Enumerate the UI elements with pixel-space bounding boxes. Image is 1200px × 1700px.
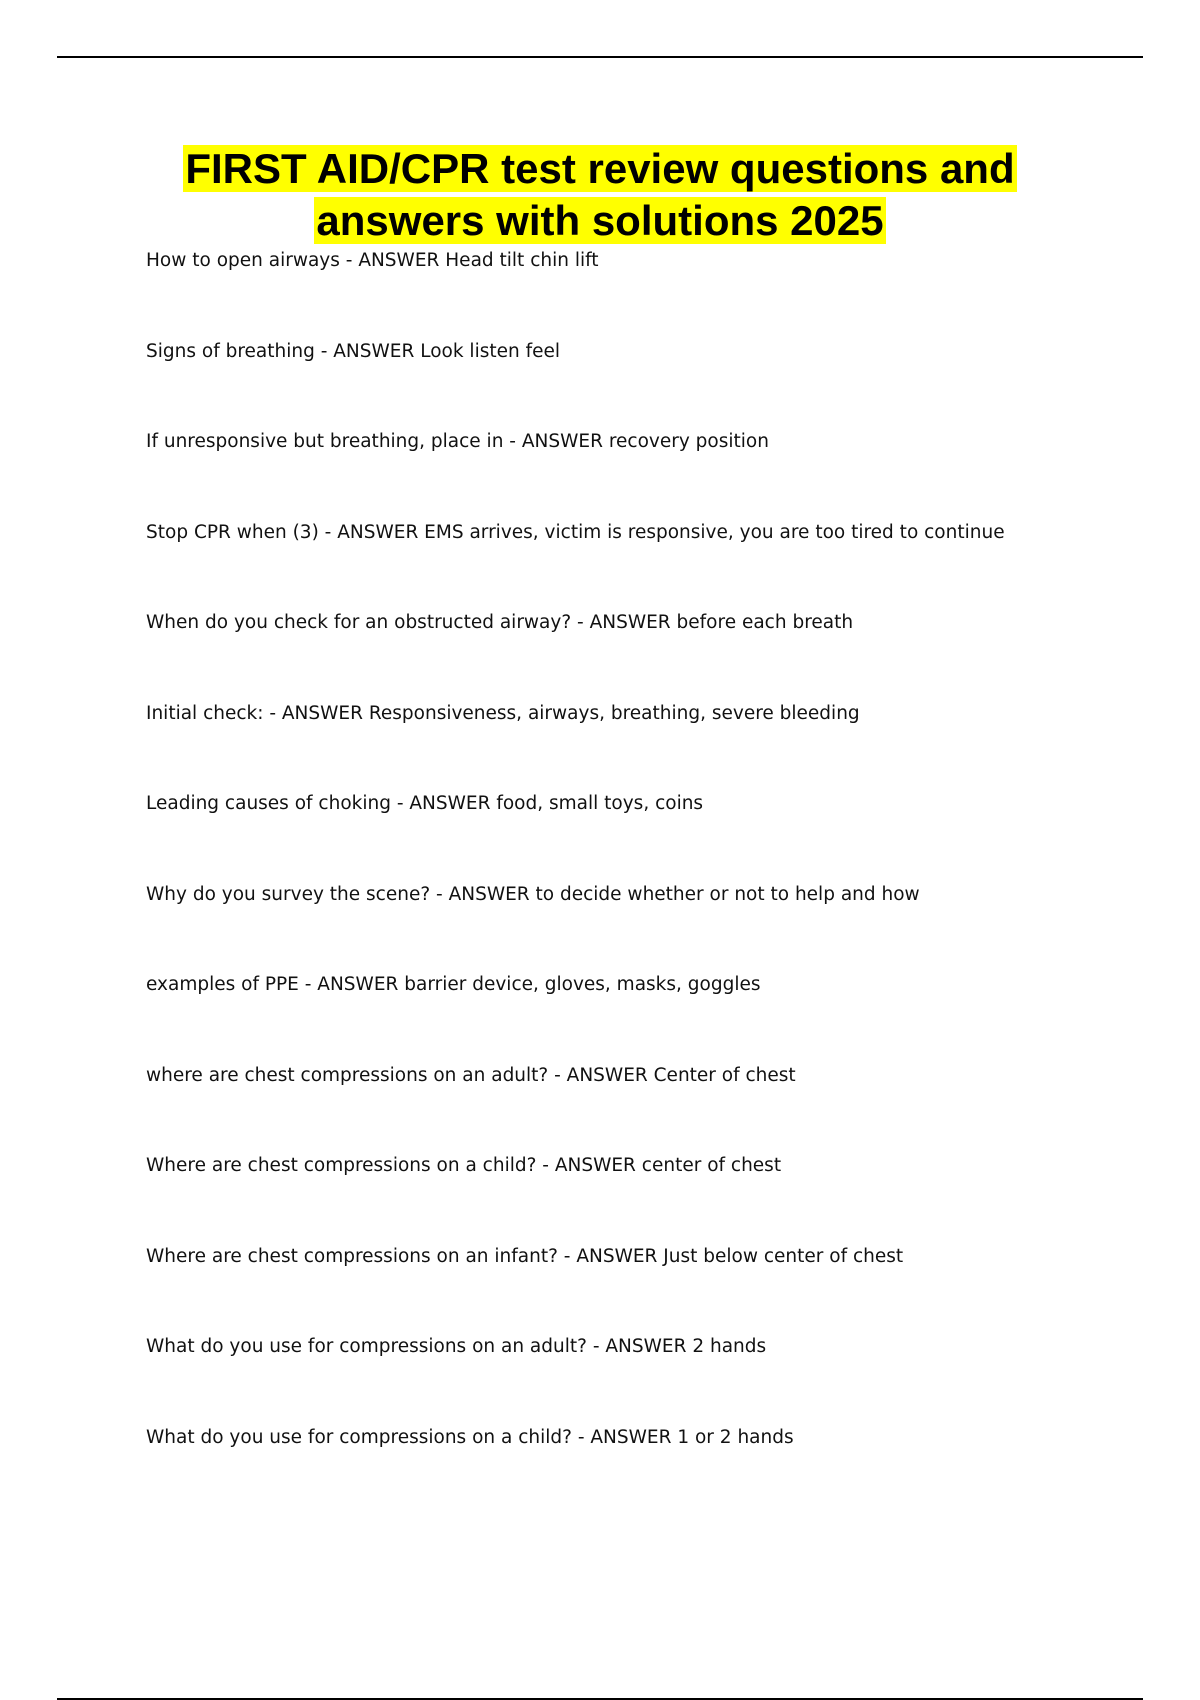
qa-item: Signs of breathing - ANSWER Look listen feel [146, 340, 561, 362]
document-title [100, 143, 1100, 247]
qa-item: If unresponsive but breathing, place in - ANSWER recovery position [146, 431, 769, 452]
qa-list [146, 247, 1126, 1514]
qa-item: examples of PPE - ANSWER barrier device, gloves, masks, goggles [146, 974, 761, 995]
qa-item: Why do you survey the scene? - ANSWER to decide whether or not to help and how [146, 883, 920, 905]
title-line-2: answers with solutions 2025 [316, 197, 884, 244]
qa-item: What do you use for compressions on an adult? - ANSWER 2 hands [146, 1336, 767, 1357]
qa-item: Initial check: - ANSWER Responsiveness, airways, breathing, severe bleeding [146, 702, 860, 724]
qa-item: Where are chest compressions on a child? - ANSWER center of chest [146, 1155, 782, 1176]
top-rule [57, 56, 1143, 58]
qa-item: How to open airways - ANSWER Head tilt chin lift [146, 250, 599, 271]
qa-item: When do you check for an obstructed airway? - ANSWER before each breath [146, 612, 854, 633]
qa-item: What do you use for compressions on a child? - ANSWER 1 or 2 hands [146, 1426, 794, 1448]
qa-item: Stop CPR when (3) - ANSWER EMS arrives, victim is responsive, you are too tired to continue [146, 521, 1005, 543]
qa-item: Where are chest compressions on an infant? - ANSWER Just below center of chest [146, 1245, 904, 1267]
title-line-1: FIRST AID/CPR test review questions and [185, 145, 1015, 192]
qa-item: where are chest compressions on an adult? - ANSWER Center of chest [146, 1064, 796, 1086]
qa-item: Leading causes of choking - ANSWER food, small toys, coins [146, 793, 704, 814]
